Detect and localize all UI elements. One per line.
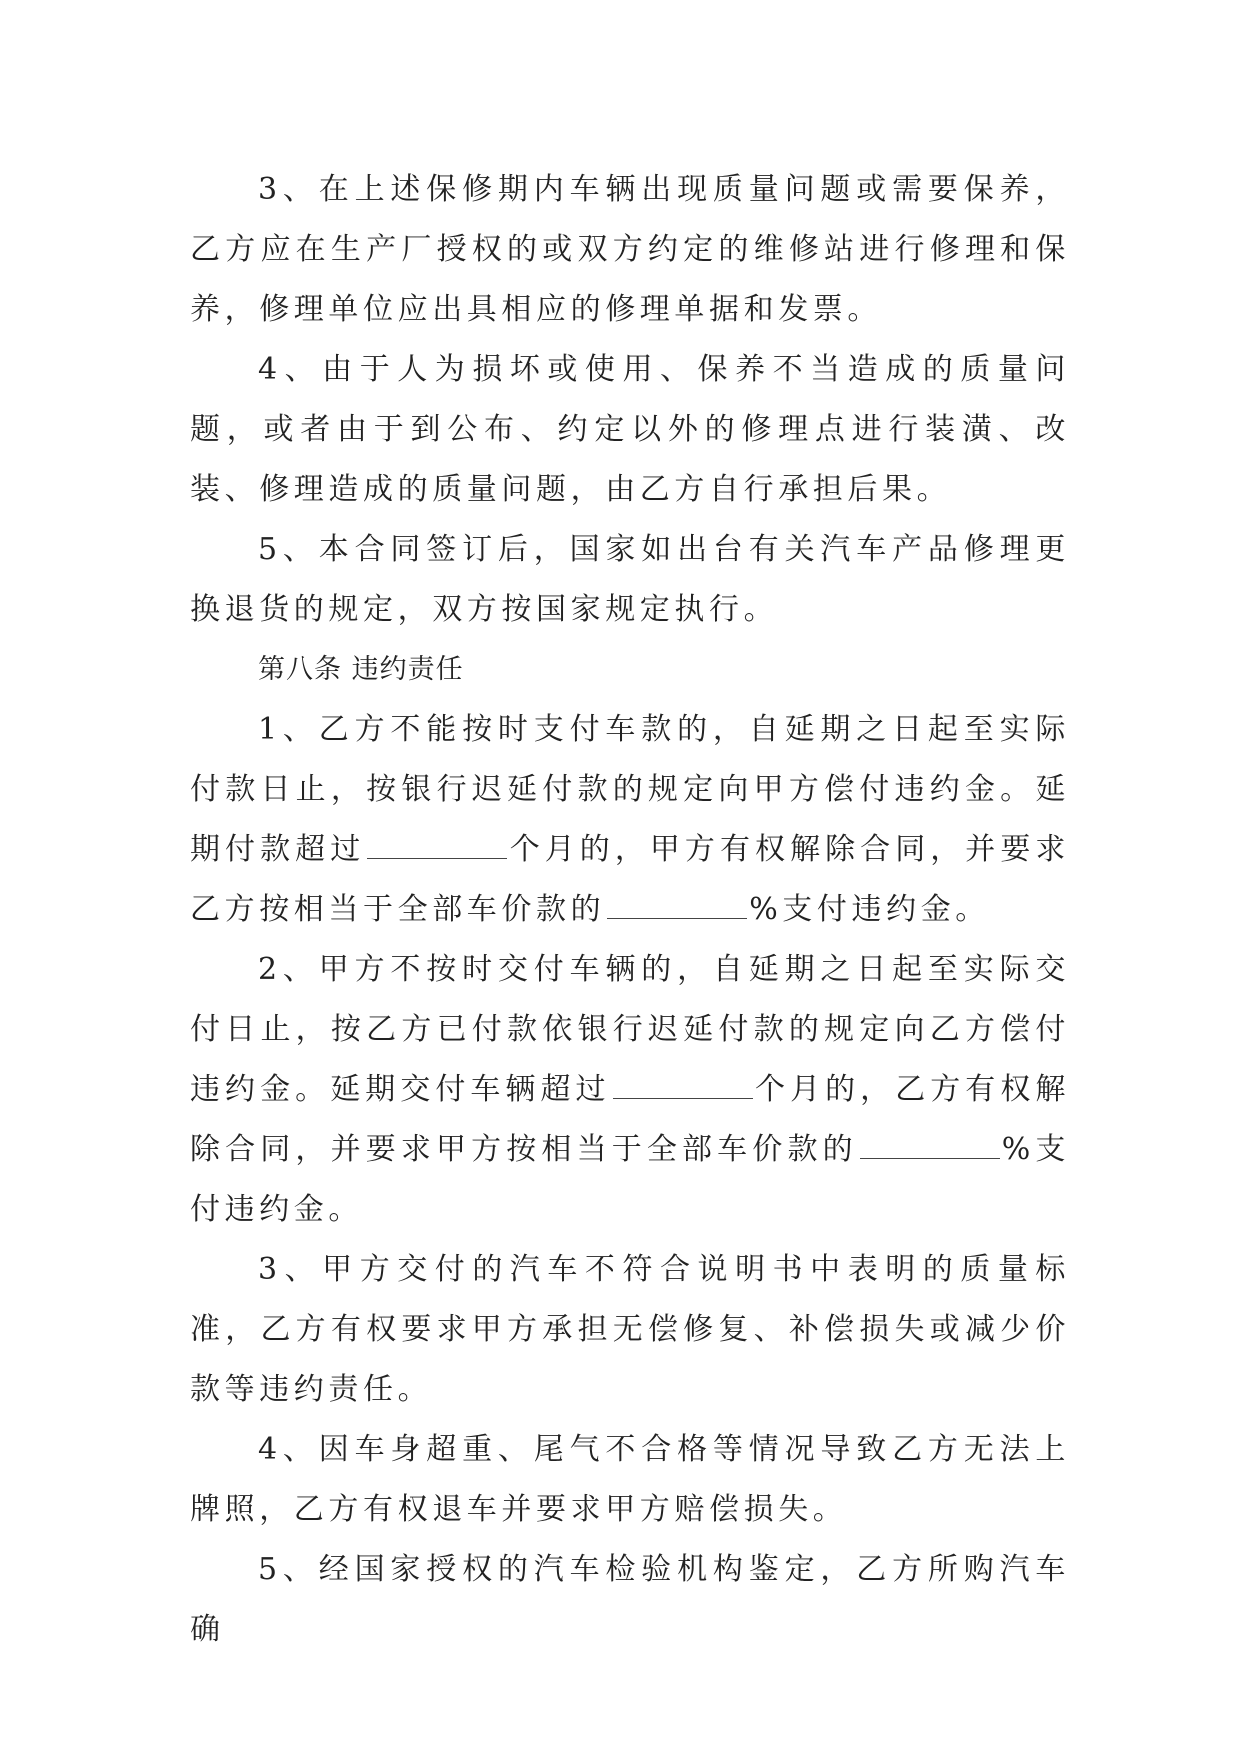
breach-item-2 xyxy=(190,940,1070,1240)
clause-7-item-5: 5、本合同签订后，国家如出台有关汽车产品修理更换退货的规定，双方按国家规定执行。 xyxy=(190,532,1070,627)
breach-item-5: 5、经国家授权的汽车检验机构鉴定，乙方所购汽车确 xyxy=(190,1552,1070,1647)
breach-item-1-text-c: %支付违约金。 xyxy=(749,892,990,927)
breach-item-2-text-a: 2、甲方不按时交付车辆的，自延期之日起至实际交付日止，按乙方已付款依银行迟延付款的规定向乙方偿付违约金。延期交付车辆超过 xyxy=(190,952,1070,1107)
clause-7-item-4: 4、由于人为损坏或使用、保养不当造成的质量问题，或者由于到公布、约定以外的修理点进行装潢、改装、修理造成的质量问题，由乙方自行承担后果。 xyxy=(190,352,1070,507)
breach-item-1-text-a: 1、乙方不能按时支付车款的，自延期之日起至实际付款日止，按银行迟延付款的规定向甲方偿付违约金。延期付款超过 xyxy=(190,712,1070,867)
breach-item-1 xyxy=(190,700,1070,940)
fill-in-blank-percent[interactable] xyxy=(860,1136,1000,1159)
fill-in-blank-months[interactable] xyxy=(613,1076,753,1099)
document-body xyxy=(190,160,1070,1660)
fill-in-blank-percent[interactable] xyxy=(607,896,747,919)
clause-7-item-3: 3、在上述保修期内车辆出现质量问题或需要保养，乙方应在生产厂授权的或双方约定的维修站进行修理和保养，修理单位应出具相应的修理单据和发票。 xyxy=(190,172,1070,327)
breach-item-2-text-b: 个月的，乙方有权解除合同，并要求甲方按相当于全部车价款的 xyxy=(190,1072,1071,1167)
fill-in-blank-months[interactable] xyxy=(367,836,507,859)
breach-item-3: 3、甲方交付的汽车不符合说明书中表明的质量标准，乙方有权要求甲方承担无偿修复、补偿损失或减少价款等违约责任。 xyxy=(190,1252,1070,1407)
breach-item-1-text-b: 个月的，甲方有权解除合同，并要求乙方按相当于全部车价款的 xyxy=(190,832,1071,927)
breach-item-2-text-c: %支付违约金。 xyxy=(190,1132,1070,1227)
breach-item-4: 4、因车身超重、尾气不合格等情况导致乙方无法上牌照，乙方有权退车并要求甲方赔偿损失。 xyxy=(190,1432,1070,1527)
section-heading-article-8: 第八条 违约责任 xyxy=(258,654,464,685)
